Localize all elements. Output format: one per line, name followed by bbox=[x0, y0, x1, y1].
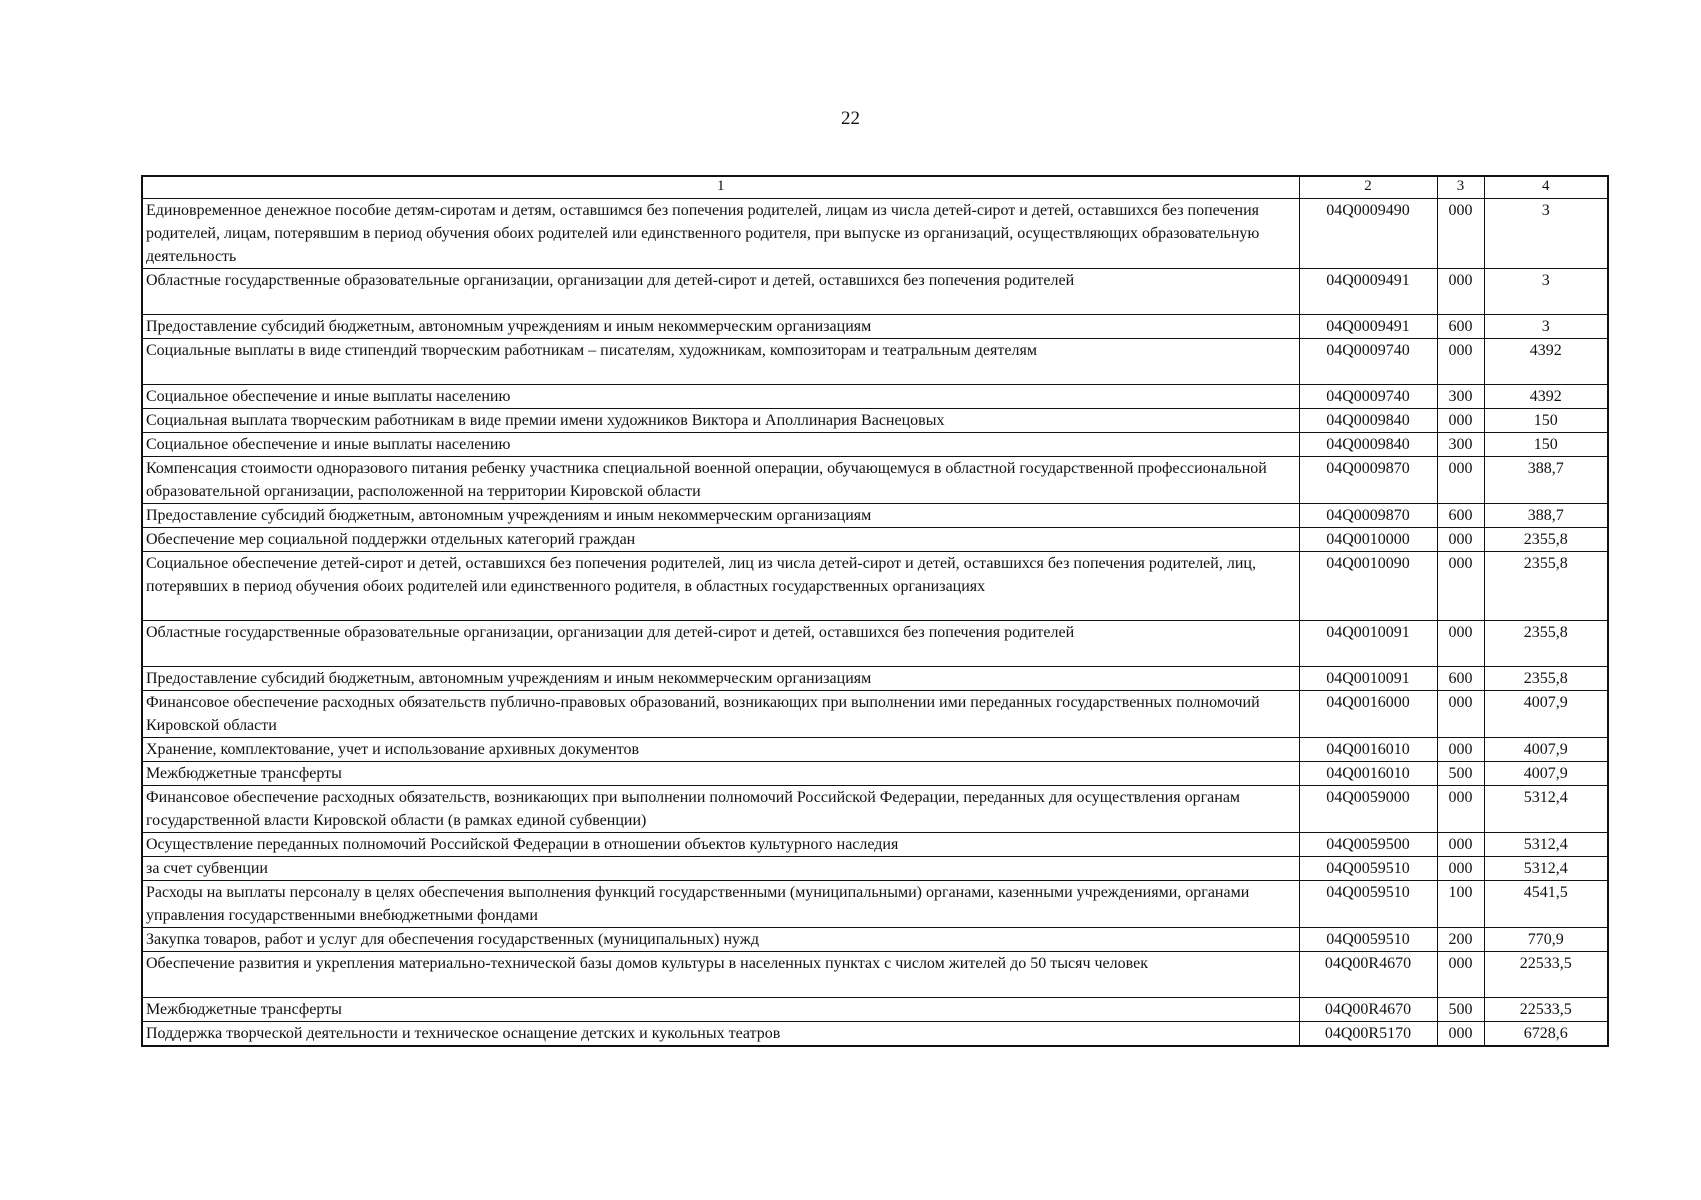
row-kind-cell: 000 bbox=[1437, 1022, 1484, 1047]
row-code-cell: 04Q0016000 bbox=[1299, 691, 1437, 738]
table-row bbox=[142, 409, 1608, 433]
row-sum-cell: 4541,5 bbox=[1484, 881, 1608, 928]
table-header-row bbox=[142, 176, 1608, 199]
row-code-cell: 04Q0009870 bbox=[1299, 504, 1437, 528]
row-sum-cell: 2355,8 bbox=[1484, 667, 1608, 691]
row-name-cell: Хранение, комплектование, учет и использование архивных документов bbox=[142, 738, 1299, 762]
table-row bbox=[142, 339, 1608, 385]
row-kind-cell: 000 bbox=[1437, 833, 1484, 857]
row-code-cell: 04Q0009840 bbox=[1299, 409, 1437, 433]
row-name-cell: Предоставление субсидий бюджетным, автономным учреждениям и иным некоммерческим организациям bbox=[142, 667, 1299, 691]
row-name-cell: Осуществление переданных полномочий Российской Федерации в отношении объектов культурного наследия bbox=[142, 833, 1299, 857]
row-kind-cell: 000 bbox=[1437, 457, 1484, 504]
table-row bbox=[142, 738, 1608, 762]
table-row bbox=[142, 762, 1608, 786]
row-sum-cell: 5312,4 bbox=[1484, 833, 1608, 857]
table-row bbox=[142, 385, 1608, 409]
table-row bbox=[142, 528, 1608, 552]
row-sum-cell: 2355,8 bbox=[1484, 528, 1608, 552]
row-name-cell: Социальные выплаты в виде стипендий творческим работникам – писателям, художникам, композиторам и театральным деятелям bbox=[142, 339, 1299, 385]
table-row bbox=[142, 504, 1608, 528]
budget-table bbox=[141, 175, 1609, 1047]
table-row bbox=[142, 1022, 1608, 1047]
row-sum-cell: 5312,4 bbox=[1484, 786, 1608, 833]
row-sum-cell: 388,7 bbox=[1484, 457, 1608, 504]
row-kind-cell: 000 bbox=[1437, 528, 1484, 552]
row-code-cell: 04Q0059510 bbox=[1299, 928, 1437, 952]
row-code-cell: 04Q0010000 bbox=[1299, 528, 1437, 552]
table-row bbox=[142, 998, 1608, 1022]
row-name-cell: Предоставление субсидий бюджетным, автономным учреждениям и иным некоммерческим организациям bbox=[142, 315, 1299, 339]
table-row bbox=[142, 457, 1608, 504]
header-col-1: 1 bbox=[142, 176, 1299, 199]
table-row bbox=[142, 433, 1608, 457]
row-sum-cell: 3 bbox=[1484, 199, 1608, 269]
row-kind-cell: 000 bbox=[1437, 199, 1484, 269]
row-name-cell: Межбюджетные трансферты bbox=[142, 762, 1299, 786]
row-name-cell: Расходы на выплаты персоналу в целях обеспечения выполнения функций государственными (муниципальными) органами, казенными учреждениями, органами управления государственными внебюджетными фондами bbox=[142, 881, 1299, 928]
table-row bbox=[142, 552, 1608, 621]
row-name-cell: за счет субвенции bbox=[142, 857, 1299, 881]
row-code-cell: 04Q0059000 bbox=[1299, 786, 1437, 833]
row-code-cell: 04Q0016010 bbox=[1299, 738, 1437, 762]
row-kind-cell: 300 bbox=[1437, 433, 1484, 457]
row-sum-cell: 770,9 bbox=[1484, 928, 1608, 952]
row-name-cell: Социальное обеспечение и иные выплаты населению bbox=[142, 385, 1299, 409]
row-kind-cell: 000 bbox=[1437, 857, 1484, 881]
page-number: 22 bbox=[841, 108, 860, 129]
row-kind-cell: 000 bbox=[1437, 738, 1484, 762]
header-col-3: 3 bbox=[1437, 176, 1484, 199]
row-name-cell: Компенсация стоимости одноразового питания ребенку участника специальной военной операции, обучающемуся в областной государственной профессиональной образовательной организации, расположенной на территории Кировской области bbox=[142, 457, 1299, 504]
table-row bbox=[142, 621, 1608, 667]
row-sum-cell: 4392 bbox=[1484, 385, 1608, 409]
row-kind-cell: 200 bbox=[1437, 928, 1484, 952]
row-name-cell: Социальное обеспечение детей-сирот и детей, оставшихся без попечения родителей, лиц из числа детей-сирот и детей, оставшихся без попечения родителей, лиц, потерявших в период обучения обоих родителей или единственного родителя, в областных государственных организациях bbox=[142, 552, 1299, 621]
row-code-cell: 04Q00R5170 bbox=[1299, 1022, 1437, 1047]
row-name-cell: Финансовое обеспечение расходных обязательств, возникающих при выполнении полномочий Российской Федерации, переданных для осуществления органам государственной власти Кировской области (в рамках единой субвенции) bbox=[142, 786, 1299, 833]
row-sum-cell: 150 bbox=[1484, 433, 1608, 457]
row-kind-cell: 000 bbox=[1437, 786, 1484, 833]
header-col-2: 2 bbox=[1299, 176, 1437, 199]
row-sum-cell: 3 bbox=[1484, 269, 1608, 315]
row-name-cell: Социальная выплата творческим работникам в виде премии имени художников Виктора и Аполлинария Васнецовых bbox=[142, 409, 1299, 433]
table-row bbox=[142, 199, 1608, 269]
row-code-cell: 04Q0010091 bbox=[1299, 667, 1437, 691]
row-sum-cell: 4007,9 bbox=[1484, 691, 1608, 738]
row-code-cell: 04Q0009740 bbox=[1299, 339, 1437, 385]
row-kind-cell: 600 bbox=[1437, 667, 1484, 691]
table-row bbox=[142, 952, 1608, 998]
row-sum-cell: 4392 bbox=[1484, 339, 1608, 385]
row-sum-cell: 2355,8 bbox=[1484, 552, 1608, 621]
row-name-cell: Социальное обеспечение и иные выплаты населению bbox=[142, 433, 1299, 457]
row-kind-cell: 300 bbox=[1437, 385, 1484, 409]
row-kind-cell: 000 bbox=[1437, 621, 1484, 667]
row-name-cell: Обеспечение развития и укрепления материально-технической базы домов культуры в населенных пунктах с числом жителей до 50 тысяч человек bbox=[142, 952, 1299, 998]
row-code-cell: 04Q0016010 bbox=[1299, 762, 1437, 786]
row-kind-cell: 000 bbox=[1437, 269, 1484, 315]
row-sum-cell: 6728,6 bbox=[1484, 1022, 1608, 1047]
row-sum-cell: 388,7 bbox=[1484, 504, 1608, 528]
row-sum-cell: 3 bbox=[1484, 315, 1608, 339]
row-code-cell: 04Q0009491 bbox=[1299, 269, 1437, 315]
row-code-cell: 04Q0009840 bbox=[1299, 433, 1437, 457]
row-code-cell: 04Q0059510 bbox=[1299, 857, 1437, 881]
row-name-cell: Межбюджетные трансферты bbox=[142, 998, 1299, 1022]
row-code-cell: 04Q0010091 bbox=[1299, 621, 1437, 667]
row-code-cell: 04Q00R4670 bbox=[1299, 998, 1437, 1022]
row-kind-cell: 000 bbox=[1437, 952, 1484, 998]
table-row bbox=[142, 269, 1608, 315]
row-sum-cell: 150 bbox=[1484, 409, 1608, 433]
row-name-cell: Финансовое обеспечение расходных обязательств публично-правовых образований, возникающих при выполнении ими переданных государственных полномочий Кировской области bbox=[142, 691, 1299, 738]
row-kind-cell: 000 bbox=[1437, 339, 1484, 385]
row-code-cell: 04Q0009740 bbox=[1299, 385, 1437, 409]
table-body bbox=[142, 199, 1608, 1047]
row-code-cell: 04Q0059510 bbox=[1299, 881, 1437, 928]
header-col-4: 4 bbox=[1484, 176, 1608, 199]
row-code-cell: 04Q0009870 bbox=[1299, 457, 1437, 504]
row-name-cell: Поддержка творческой деятельности и техническое оснащение детских и кукольных театров bbox=[142, 1022, 1299, 1047]
row-name-cell: Областные государственные образовательные организации, организации для детей-сирот и детей, оставшихся без попечения родителей bbox=[142, 269, 1299, 315]
row-sum-cell: 5312,4 bbox=[1484, 857, 1608, 881]
row-name-cell: Обеспечение мер социальной поддержки отдельных категорий граждан bbox=[142, 528, 1299, 552]
row-kind-cell: 500 bbox=[1437, 762, 1484, 786]
table-row bbox=[142, 315, 1608, 339]
row-code-cell: 04Q00R4670 bbox=[1299, 952, 1437, 998]
row-name-cell: Областные государственные образовательные организации, организации для детей-сирот и детей, оставшихся без попечения родителей bbox=[142, 621, 1299, 667]
row-code-cell: 04Q0009491 bbox=[1299, 315, 1437, 339]
row-name-cell: Закупка товаров, работ и услуг для обеспечения государственных (муниципальных) нужд bbox=[142, 928, 1299, 952]
table-row bbox=[142, 881, 1608, 928]
row-kind-cell: 000 bbox=[1437, 409, 1484, 433]
row-code-cell: 04Q0059500 bbox=[1299, 833, 1437, 857]
table-row bbox=[142, 928, 1608, 952]
row-kind-cell: 000 bbox=[1437, 691, 1484, 738]
row-sum-cell: 22533,5 bbox=[1484, 952, 1608, 998]
row-kind-cell: 500 bbox=[1437, 998, 1484, 1022]
row-kind-cell: 000 bbox=[1437, 552, 1484, 621]
table-row bbox=[142, 786, 1608, 833]
row-name-cell: Предоставление субсидий бюджетным, автономным учреждениям и иным некоммерческим организациям bbox=[142, 504, 1299, 528]
row-sum-cell: 22533,5 bbox=[1484, 998, 1608, 1022]
row-code-cell: 04Q0010090 bbox=[1299, 552, 1437, 621]
table-row bbox=[142, 691, 1608, 738]
row-kind-cell: 100 bbox=[1437, 881, 1484, 928]
table-row bbox=[142, 857, 1608, 881]
row-kind-cell: 600 bbox=[1437, 315, 1484, 339]
row-name-cell: Единовременное денежное пособие детям-сиротам и детям, оставшимся без попечения родителей, лицам из числа детей-сирот и детей, оставшихся без попечения родителей, лицам, потерявшим в период обучения обоих родителей или единственного родителя, при выпуске из организаций, осуществляющих образовательную деятельность bbox=[142, 199, 1299, 269]
row-code-cell: 04Q0009490 bbox=[1299, 199, 1437, 269]
table-row bbox=[142, 833, 1608, 857]
row-sum-cell: 4007,9 bbox=[1484, 762, 1608, 786]
budget-table-container bbox=[141, 175, 1609, 1047]
row-sum-cell: 2355,8 bbox=[1484, 621, 1608, 667]
table-row bbox=[142, 667, 1608, 691]
row-sum-cell: 4007,9 bbox=[1484, 738, 1608, 762]
row-kind-cell: 600 bbox=[1437, 504, 1484, 528]
